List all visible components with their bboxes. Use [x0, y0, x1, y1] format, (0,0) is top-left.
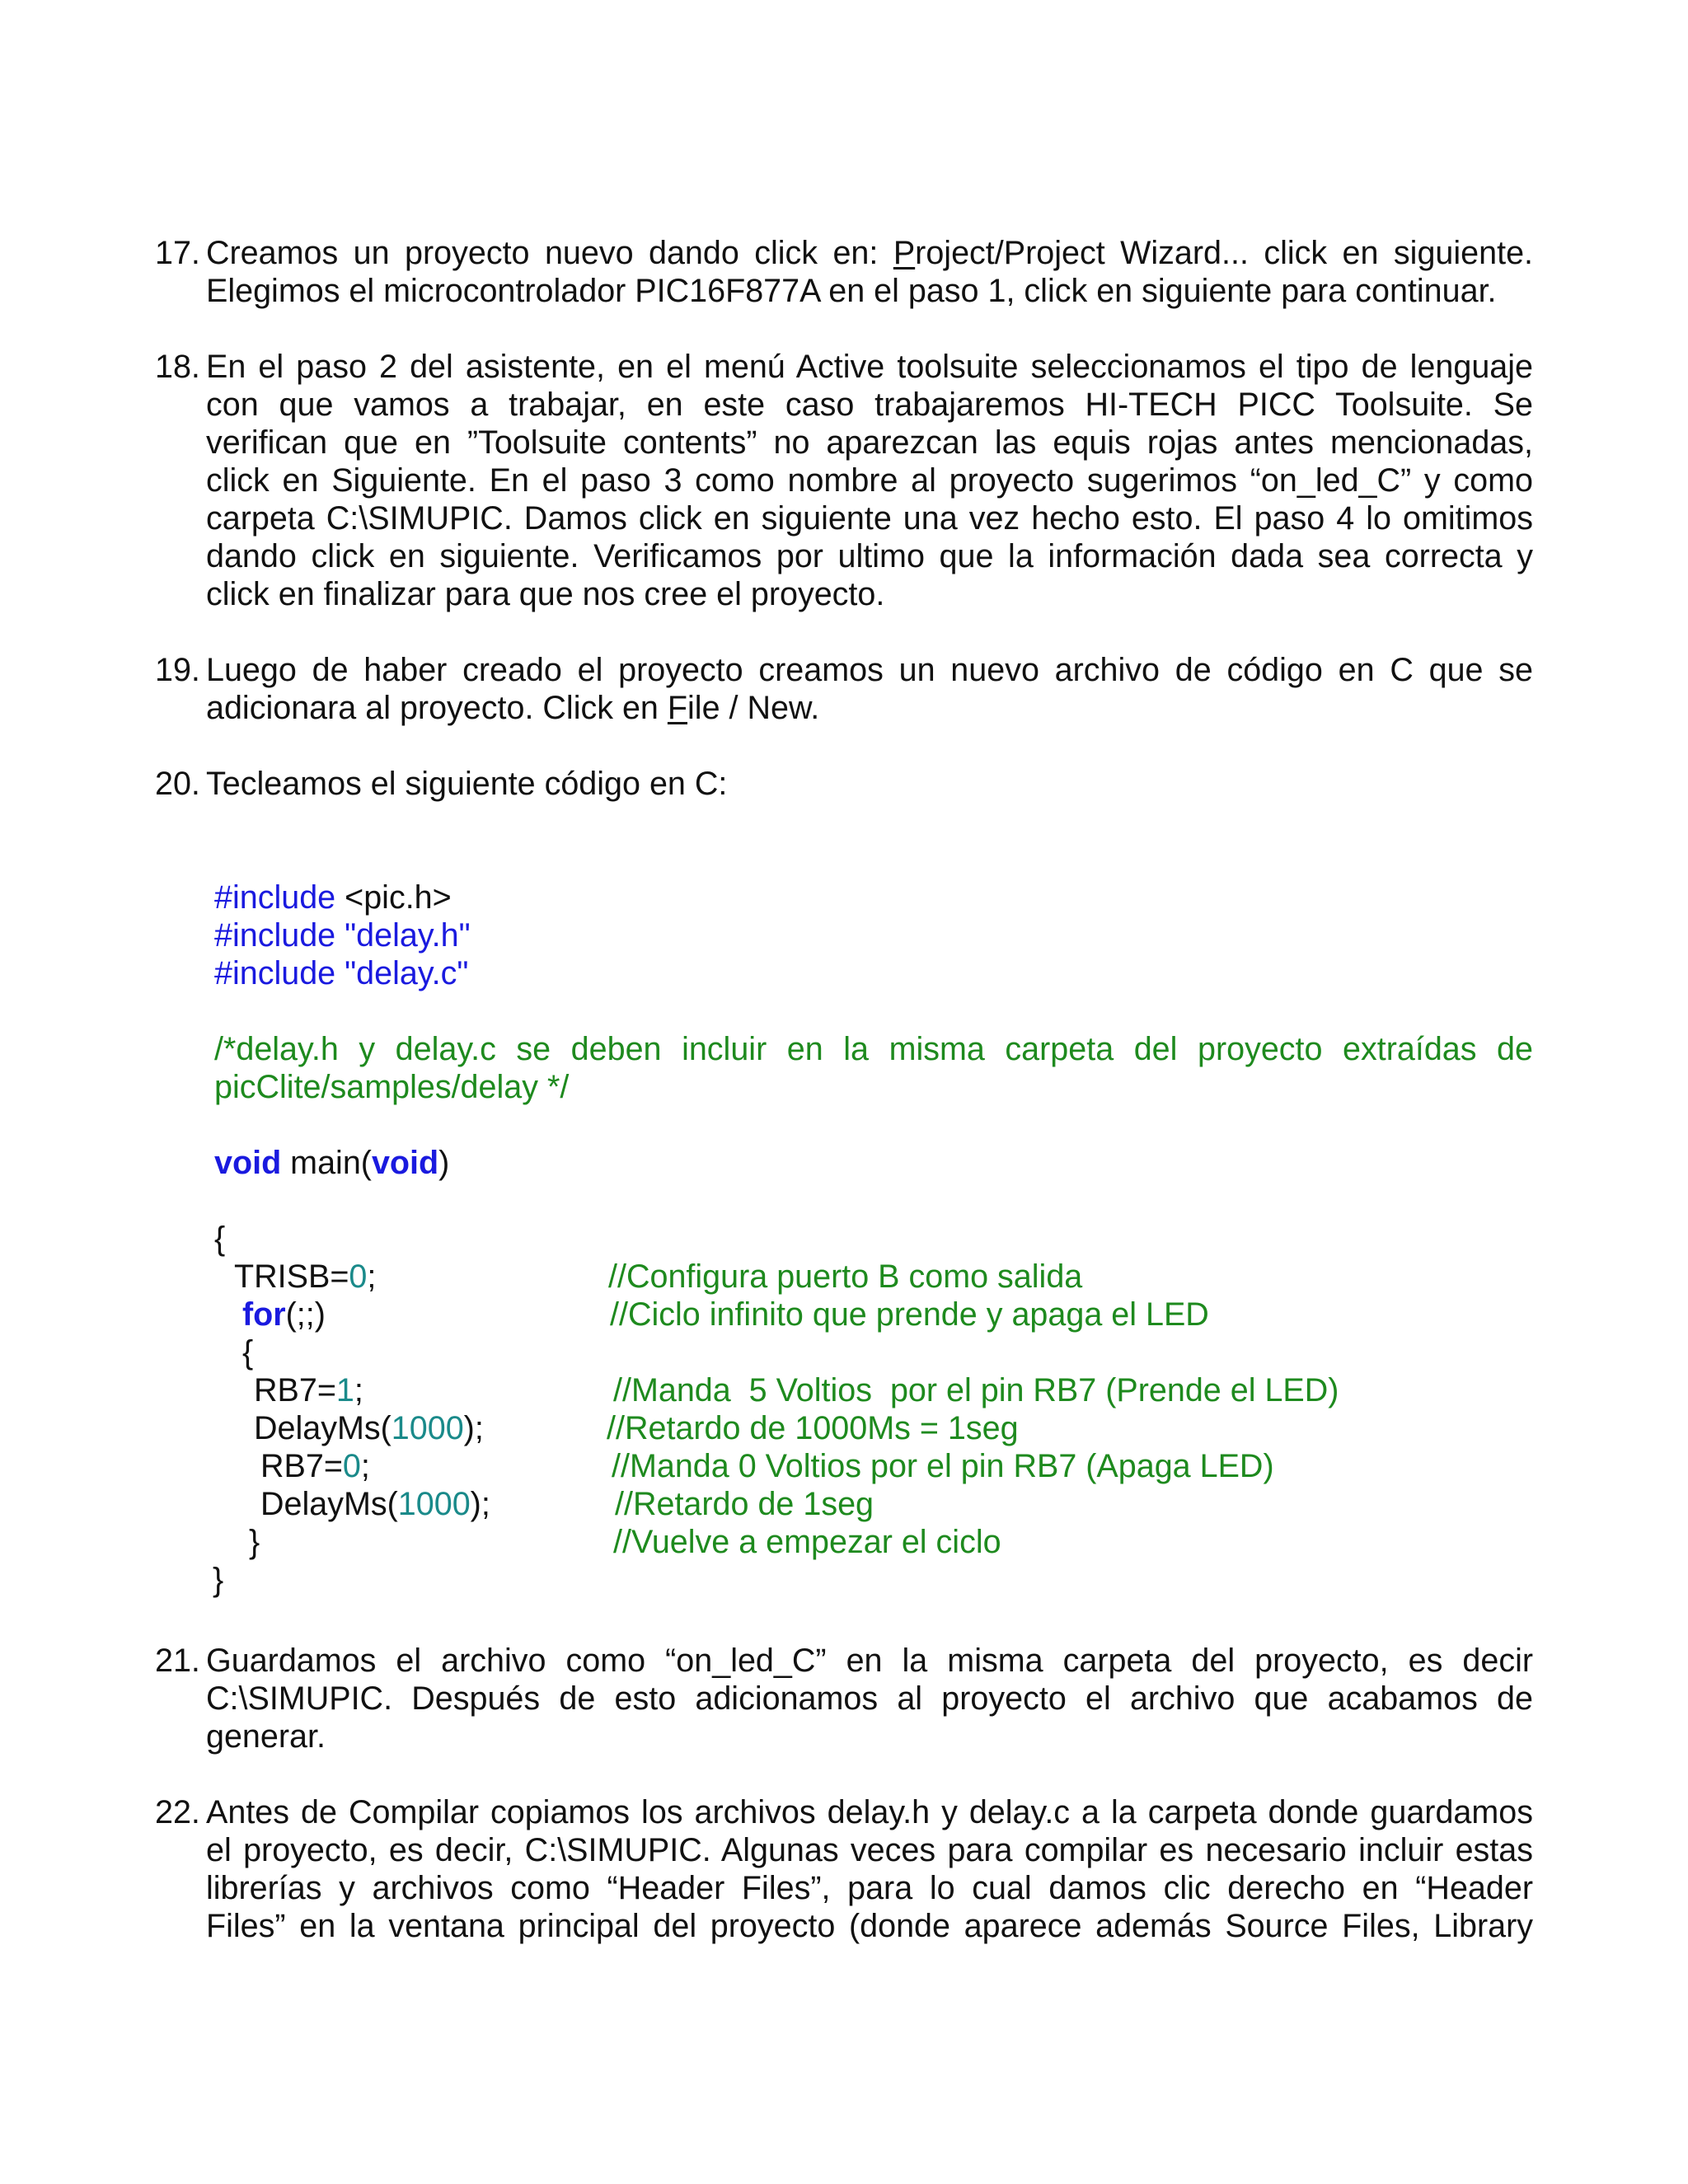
code-rb7-off: RB7=0;	[260, 1448, 370, 1484]
item-text	[206, 234, 1533, 310]
text-line: con que vamos a trabajar, en este caso trabajaremos HI-TECH PICC Toolsuite. Se	[206, 387, 1533, 423]
code-include-delay-h: #include "delay.h"	[214, 917, 471, 954]
text-line: click en finalizar para que nos cree el proyecto.	[206, 576, 885, 612]
text-line: librerías y archivos como “Header Files”, para lo cual damos clic derecho en “Header	[206, 1870, 1533, 1906]
text-line: Elegimos el microcontrolador PIC16F877A en el paso 1, click en siguiente para continuar.	[206, 273, 1497, 309]
text-line: Files” en la ventana principal del proyecto (donde aparece además Source Files, Library	[206, 1908, 1533, 1944]
list-item-19	[155, 651, 1533, 727]
code-main-signature: void main(void)	[214, 1145, 450, 1181]
item-text	[206, 1642, 1533, 1755]
code-open-brace: {	[214, 1221, 226, 1257]
text-line: C:\SIMUPIC. Después de esto adicionamos al proyecto el archivo que acabamos de	[206, 1680, 1533, 1717]
code-delay-1: DelayMs(1000);	[254, 1410, 484, 1446]
item-number: 18.	[155, 349, 200, 385]
code-block-comment: /*delay.h y delay.c se deben incluir en la misma carpeta del proyecto extraídas de picClite/samples/delay */	[214, 1031, 1533, 1105]
text-line: Antes de Compilar copiamos los archivos delay.h y delay.c a la carpeta donde guardamos	[206, 1794, 1533, 1830]
text-line: adicionara al proyecto. Click en File / New.	[206, 690, 820, 726]
list-item-21	[155, 1642, 1533, 1755]
list-item-20	[155, 765, 1533, 803]
text-line: carpeta C:\SIMUPIC. Damos click en siguiente una vez hecho esto. El paso 4 lo omitimos	[206, 500, 1533, 537]
item-number: 20.	[155, 766, 200, 802]
item-text	[206, 348, 1533, 613]
code-close-brace: }	[213, 1562, 224, 1598]
code-trisb: TRISB=0;	[234, 1258, 377, 1295]
text-line: dando click en siguiente. Verificamos por ultimo que la información dada sea correcta y	[206, 538, 1533, 574]
code-inner-open-brace: {	[242, 1334, 254, 1371]
code-comment-delay-1: //Retardo de 1000Ms = 1seg	[607, 1410, 1019, 1446]
list-item-22	[155, 1793, 1533, 1945]
item-number: 19.	[155, 652, 200, 688]
code-comment-rb7-on: //Manda 5 Voltios por el pin RB7 (Prende el LED)	[613, 1372, 1339, 1408]
code-comment-for: //Ciclo infinito que prende y apaga el LED	[610, 1296, 1209, 1333]
text-line: click en Siguiente. En el paso 3 como nombre al proyecto sugerimos “on_led_C” y como	[206, 462, 1533, 499]
code-rb7-on: RB7=1;	[254, 1372, 363, 1408]
code-comment-inner-close: //Vuelve a empezar el ciclo	[613, 1524, 1001, 1560]
text-line: Tecleamos el siguiente código en C:	[206, 766, 728, 802]
item-number: 22.	[155, 1794, 200, 1830]
item-number: 17.	[155, 235, 200, 271]
text-line: Luego de haber creado el proyecto creamos un nuevo archivo de código en C que se	[206, 652, 1533, 688]
text-line: generar.	[206, 1718, 326, 1755]
item-text	[206, 765, 1533, 803]
code-for-loop: for(;;)	[242, 1296, 326, 1333]
code-inner-close-brace: }	[249, 1524, 260, 1560]
text-line: En el paso 2 del asistente, en el menú Active toolsuite seleccionamos el tipo de lenguaje	[206, 349, 1533, 385]
text-line: Guardamos el archivo como “on_led_C” en la misma carpeta del proyecto, es decir	[206, 1643, 1533, 1679]
code-include-delay-c: #include "delay.c"	[214, 955, 469, 991]
text-line: el proyecto, es decir, C:\SIMUPIC. Algunas veces para compilar es necesario incluir estas	[206, 1832, 1533, 1868]
list-item-17	[155, 234, 1533, 310]
code-include-pic: #include <pic.h>	[214, 879, 452, 916]
item-number: 21.	[155, 1643, 200, 1679]
text-line: verifican que en ”Toolsuite contents” no aparezcan las equis rojas antes mencionadas,	[206, 424, 1533, 461]
text-line: Creamos un proyecto nuevo dando click en: Project/Project Wizard... click en siguiente.	[206, 235, 1534, 271]
item-text	[206, 1793, 1533, 1945]
code-delay-2: DelayMs(1000);	[260, 1486, 490, 1522]
code-comment-delay-2: //Retardo de 1seg	[615, 1486, 874, 1522]
code-comment-rb7-off: //Manda 0 Voltios por el pin RB7 (Apaga LED)	[612, 1448, 1274, 1484]
code-comment-trisb: //Configura puerto B como salida	[608, 1258, 1083, 1295]
list-item-18	[155, 348, 1533, 613]
item-text	[206, 651, 1533, 727]
